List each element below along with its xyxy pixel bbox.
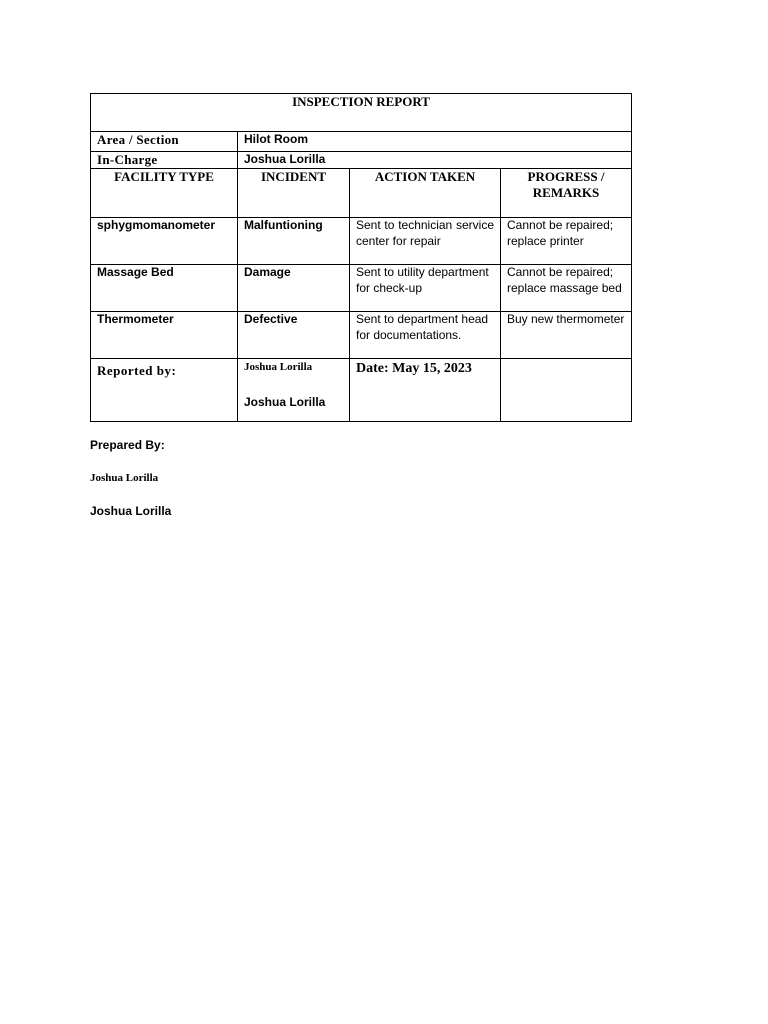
- reported-by-name-1: Joshua Lorilla: [244, 361, 313, 373]
- header-facility-type: FACILITY TYPE: [91, 169, 238, 218]
- report-date: Date: May 15, 2023: [350, 359, 501, 422]
- action-cell: Sent to department head for documentations.: [350, 312, 501, 359]
- prepared-by-label: Prepared By:: [90, 438, 165, 452]
- remarks-cell: Cannot be repaired; replace massage bed: [501, 265, 632, 312]
- area-section-label: Area / Section: [91, 132, 238, 152]
- header-progress-remarks: PROGRESS / REMARKS: [501, 169, 632, 218]
- header-action-taken: ACTION TAKEN: [350, 169, 501, 218]
- action-cell: Sent to technician service center for repair: [350, 218, 501, 265]
- incident-cell: Malfuntioning: [238, 218, 350, 265]
- prepared-by-name-2: Joshua Lorilla: [90, 504, 172, 518]
- header-incident: INCIDENT: [238, 169, 350, 218]
- report-title: INSPECTION REPORT: [91, 94, 632, 132]
- remarks-cell: Buy new thermometer: [501, 312, 632, 359]
- facility-cell: Thermometer: [91, 312, 238, 359]
- remarks-cell: Cannot be repaired; replace printer: [501, 218, 632, 265]
- reported-by-name-2: Joshua Lorilla: [244, 395, 326, 409]
- table-row: [91, 218, 632, 265]
- in-charge-label: In-Charge: [91, 152, 238, 169]
- incident-cell: Damage: [238, 265, 350, 312]
- action-cell: Sent to utility department for check-up: [350, 265, 501, 312]
- table-row: [91, 265, 632, 312]
- table-row: [91, 312, 632, 359]
- area-section-value: Hilot Room: [238, 132, 632, 152]
- in-charge-value: Joshua Lorilla: [238, 152, 632, 169]
- prepared-by-name-1: Joshua Lorilla: [90, 472, 159, 484]
- reported-by-label: Reported by:: [91, 359, 238, 422]
- incident-cell: Defective: [238, 312, 350, 359]
- facility-cell: Massage Bed: [91, 265, 238, 312]
- facility-cell: sphygmomanometer: [91, 218, 238, 265]
- inspection-report-table: [90, 93, 632, 422]
- empty-cell: [501, 359, 632, 422]
- reported-by-names: [238, 359, 350, 422]
